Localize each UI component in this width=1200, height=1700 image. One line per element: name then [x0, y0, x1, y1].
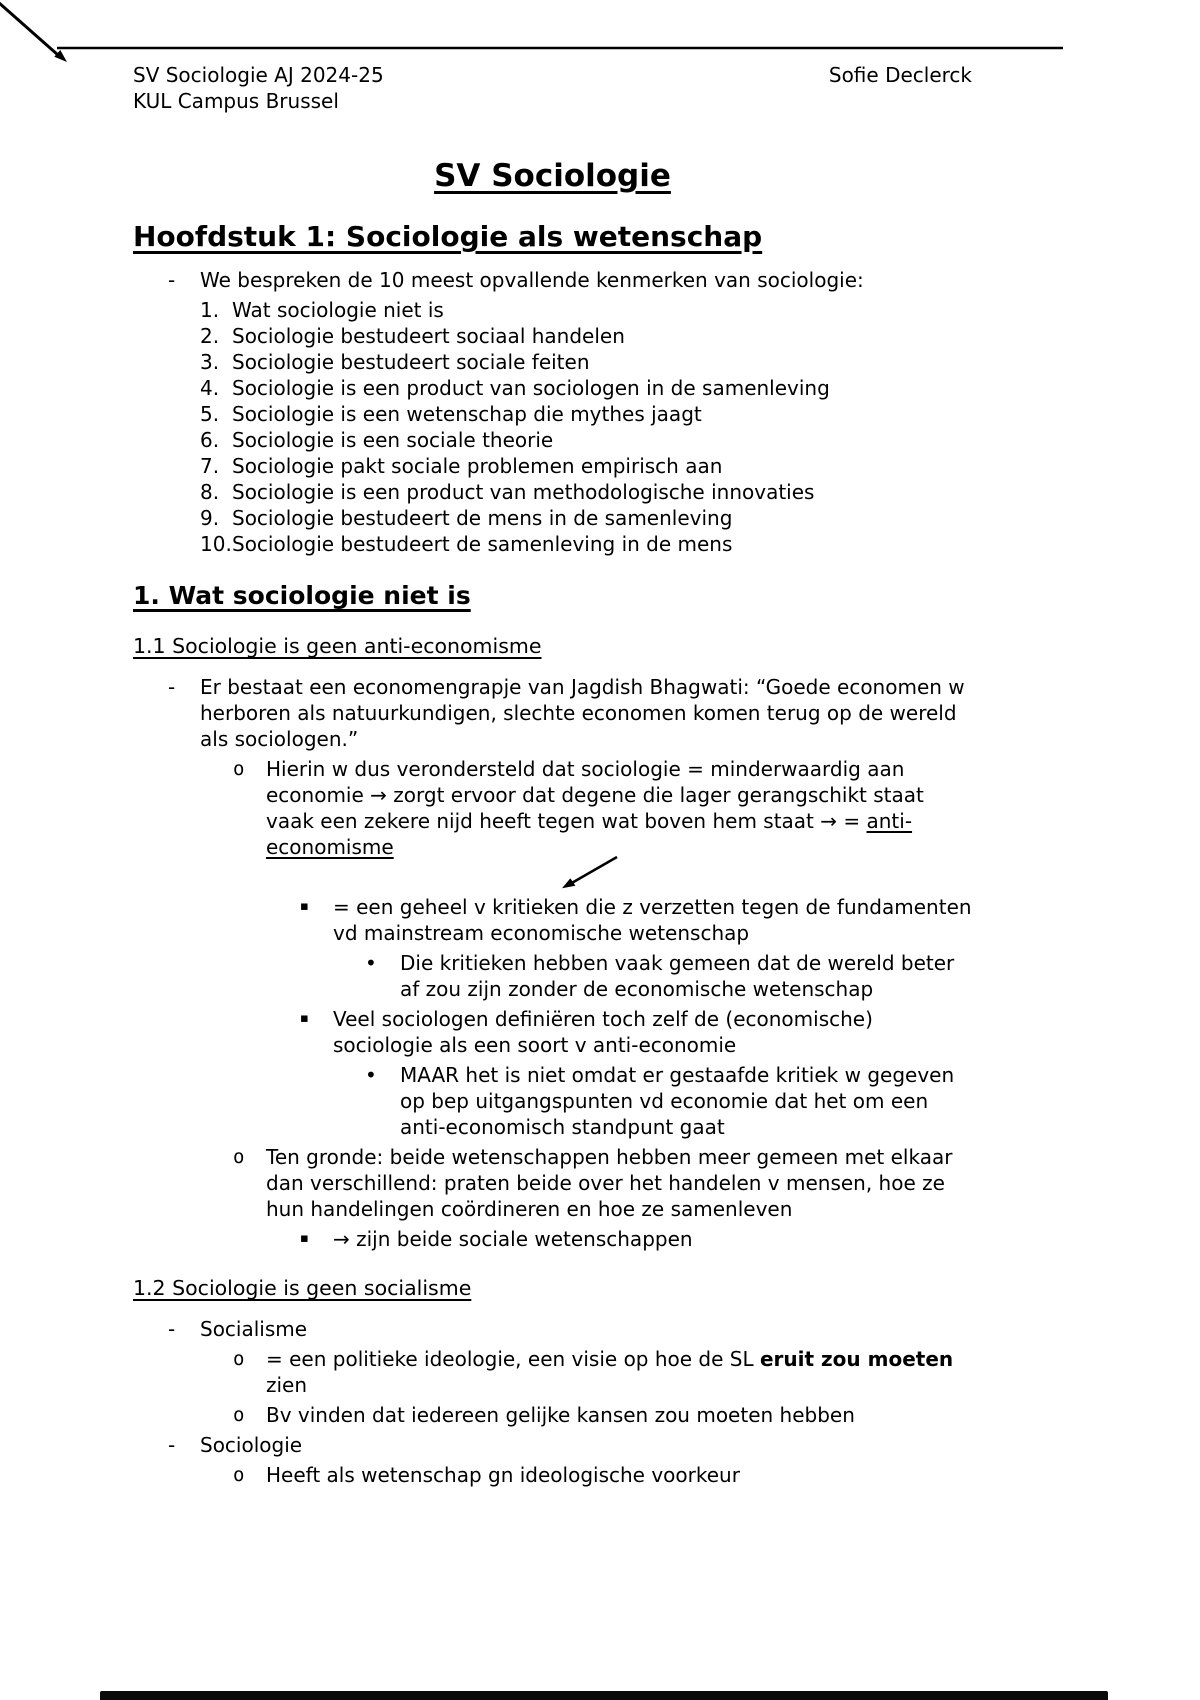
list-item: [133, 1462, 972, 1488]
item-number: 9.: [200, 506, 220, 530]
item-text: Sociologie is een sociale theorie: [232, 428, 554, 452]
socialisme-label: Socialisme: [200, 1317, 308, 1341]
item-text: Sociologie bestudeert de samenleving in de mens: [232, 532, 733, 556]
annotation-arrow-row: [133, 854, 972, 894]
kritieken-text: Die kritieken hebben vaak gemeen dat de wereld beter af zou zijn zonder de economische wetenschap: [400, 951, 955, 1001]
item-text: Sociologie bestudeert sociale feiten: [232, 350, 590, 374]
ten-gronde-text: Ten gronde: beide wetenschappen hebben meer gemeen met elkaar dan verschillend: praten beide over het handelen v mensen, hoe ze hun handelingen coördineren en hoe ze samenleven: [266, 1145, 953, 1221]
section-heading: 1. Wat sociologie niet is: [133, 581, 471, 610]
item-number: 10.: [200, 532, 232, 556]
list-item: [133, 1062, 972, 1140]
campus-name: KUL Campus Brussel: [133, 89, 339, 113]
bullet-marker: -: [168, 675, 176, 699]
sociologie-label: Sociologie: [200, 1433, 303, 1457]
numbered-item: [133, 531, 972, 557]
item-text: Sociologie bestudeert de mens in de samenleving: [232, 506, 733, 530]
item-text: Wat sociologie niet is: [232, 298, 444, 322]
numbered-item: [133, 297, 972, 323]
list-item: [133, 894, 972, 946]
intro-lead-text: We bespreken de 10 meest opvallende kenmerken van sociologie:: [200, 268, 864, 292]
item-number: 7.: [200, 454, 220, 478]
voorkeur-text: Heeft als wetenschap gn ideologische voorkeur: [266, 1463, 740, 1487]
bullet-marker: •: [365, 951, 377, 975]
list-item: [133, 1402, 972, 1428]
item-number: 8.: [200, 480, 220, 504]
bullet-marker: -: [168, 1317, 176, 1341]
arrowhead-icon: [562, 878, 575, 888]
list-item: [133, 267, 972, 293]
list-item: [133, 1316, 972, 1342]
item-number: 6.: [200, 428, 220, 452]
bullet-marker: o: [233, 1348, 245, 1370]
numbered-item: [133, 349, 972, 375]
item-number: 3.: [200, 350, 220, 374]
veel-text: Veel sociologen definiëren toch zelf de (economische) sociologie als een soort v anti-economie: [333, 1007, 873, 1057]
list-item: [133, 756, 972, 860]
list-item: [133, 1226, 972, 1252]
bullet-marker: •: [365, 1063, 377, 1087]
joke-text: Er bestaat een economengrapje van Jagdish Bhagwati: “Goede economen w herboren als natuurkundigen, slechte economen komen terug op de wereld als sociologen.”: [200, 675, 965, 751]
bullet-marker: o: [233, 1404, 245, 1426]
list-item: [133, 1346, 972, 1398]
subsection-heading-1-1: 1.1 Sociologie is geen anti-economisme: [133, 634, 542, 658]
chapter-heading: Hoofdstuk 1: Sociologie als wetenschap: [133, 220, 763, 253]
bullet-marker: o: [233, 1146, 245, 1168]
item-number: 5.: [200, 402, 220, 426]
geheel-text: = een geheel v kritieken die z verzetten tegen de fundamenten vd mainstream economische wetenschap: [333, 895, 972, 945]
underlined-term: anti-economisme: [266, 809, 913, 859]
next-page-edge-bar: [100, 1691, 1108, 1700]
numbered-item: [133, 479, 972, 505]
list-item: [133, 1144, 972, 1222]
bold-term: eruit zou moeten: [759, 1347, 954, 1371]
maar-text: MAAR het is niet omdat er gestaafde kritiek w gegeven op bep uitgangspunten vd economie dat het om een anti-economisch standpunt gaat: [400, 1063, 955, 1139]
item-text: Sociologie is een product van methodologische innovaties: [232, 480, 815, 504]
bullet-marker: ▪: [300, 1231, 309, 1246]
item-number: 4.: [200, 376, 220, 400]
item-text: Sociologie is een product van sociologen in de samenleving: [232, 376, 830, 400]
list-item: [133, 950, 972, 1002]
subsection-heading-1-2: 1.2 Sociologie is geen socialisme: [133, 1276, 472, 1300]
page-title: SV Sociologie: [434, 158, 671, 194]
bullet-marker: o: [233, 1464, 245, 1486]
item-number: 2.: [200, 324, 220, 348]
item-text: Sociologie pakt sociale problemen empirisch aan: [232, 454, 723, 478]
course-title: SV Sociologie AJ 2024-25: [133, 63, 384, 87]
numbered-item: [133, 323, 972, 349]
corner-arrow-annotation: [0, 0, 1100, 75]
bullet-marker: -: [168, 268, 176, 292]
ideologie-text: = een politieke ideologie, een visie op hoe de SL eruit zou moeten zien: [266, 1347, 954, 1397]
bullet-marker: o: [233, 758, 245, 780]
numbered-item: [133, 505, 972, 531]
bullet-marker: ▪: [300, 899, 309, 914]
item-text: Sociologie bestudeert sociaal handelen: [232, 324, 625, 348]
bv-text: Bv vinden dat iedereen gelijke kansen zou moeten hebben: [266, 1403, 855, 1427]
numbered-item: [133, 453, 972, 479]
item-number: 1.: [200, 298, 220, 322]
numbered-item: [133, 375, 972, 401]
bullet-marker: -: [168, 1433, 176, 1457]
list-item: [133, 1432, 972, 1458]
item-text: Sociologie is een wetenschap die mythes jaagt: [232, 402, 702, 426]
numbered-item: [133, 427, 972, 453]
numbered-item: [133, 401, 972, 427]
hand-drawn-arrow-icon: [557, 854, 627, 894]
hierin-text: Hierin w dus verondersteld dat sociologie = minderwaardig aan economie → zorgt ervoor dat degene die lager gerangschikt staat vaak een zekere nijd heeft tegen wat boven hem staat → = anti-economisme: [266, 757, 924, 859]
list-item: [133, 674, 972, 752]
beide-text: → zijn beide sociale wetenschappen: [333, 1227, 693, 1251]
author-name: Sofie Declerck: [828, 63, 972, 87]
bullet-marker: ▪: [300, 1011, 309, 1026]
list-item: [133, 1006, 972, 1058]
